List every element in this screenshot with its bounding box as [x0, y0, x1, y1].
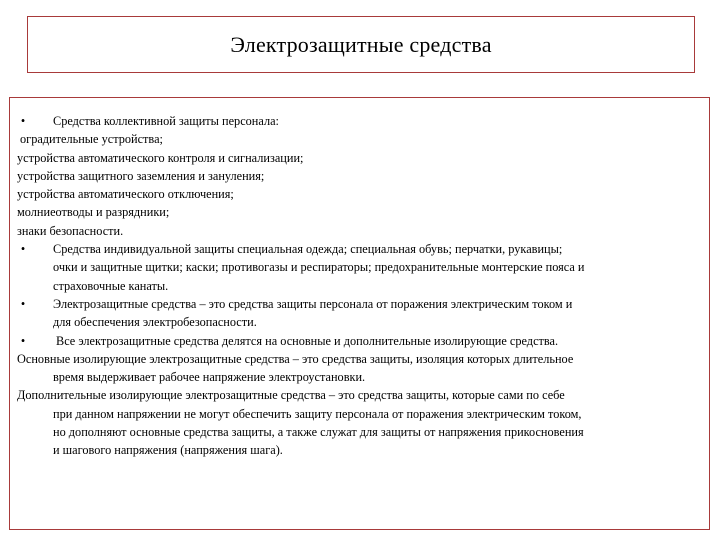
line-text: Средства индивидуальной защиты специальная одежда; специальная обувь; перчатки, рукавицы;	[53, 242, 563, 257]
bullet-icon: •	[20, 296, 26, 311]
line-continuation: страховочные канаты.	[53, 278, 169, 293]
line-text: Все электрозащитные средства делятся на основные и дополнительные изолирующие средства.	[56, 333, 559, 348]
title-box	[27, 16, 695, 73]
paragraph-additional-means: Дополнительные изолирующие электрозащитные средства – это средства защиты, которые сами по себе	[17, 388, 565, 403]
bullet-item-individual-protection	[17, 240, 701, 258]
paragraph-basic-means: Основные изолирующие электрозащитные средства – это средства защиты, изоляция которых длительное	[17, 351, 574, 366]
list-item: устройства автоматического отключения;	[17, 187, 234, 202]
list-item: оградительные устройства;	[20, 132, 163, 147]
line-continuation: при данном напряжении не могут обеспечить защиту персонала от поражения электрическим током,	[53, 406, 582, 421]
list-item: устройства автоматического контроля и сигнализации;	[17, 150, 304, 165]
bullet-icon: •	[20, 114, 26, 128]
line-continuation: для обеспечения электробезопасности.	[53, 315, 257, 330]
line-text: Электрозащитные средства – это средства защиты персонала от поражения электрическим током и	[53, 296, 573, 311]
line-continuation: и шагового напряжения (напряжения шага).	[53, 443, 283, 458]
line-continuation: время выдерживает рабочее напряжение электроустановки.	[53, 370, 366, 385]
line-continuation: очки и защитные щитки; каски; противогазы и респираторы; предохранительные монтерские пояса и	[53, 260, 585, 275]
list-item: устройства защитного заземления и зануления;	[17, 168, 265, 183]
page-title: Электрозащитные средства	[230, 31, 492, 57]
bullet-item-definition	[17, 295, 701, 313]
list-item: знаки безопасности.	[17, 223, 124, 238]
bullet-item-collective-protection	[17, 112, 701, 130]
content-box	[9, 97, 710, 530]
bullet-icon: •	[20, 333, 26, 348]
line-text: Средства коллективной защиты персонала:	[53, 114, 279, 128]
bullet-icon: •	[20, 242, 26, 257]
bullet-item-classification	[17, 332, 701, 350]
list-item: молниеотводы и разрядники;	[17, 205, 170, 220]
line-continuation: но дополняют основные средства защиты, а также служат для защиты от напряжения прикосновения	[53, 425, 584, 440]
